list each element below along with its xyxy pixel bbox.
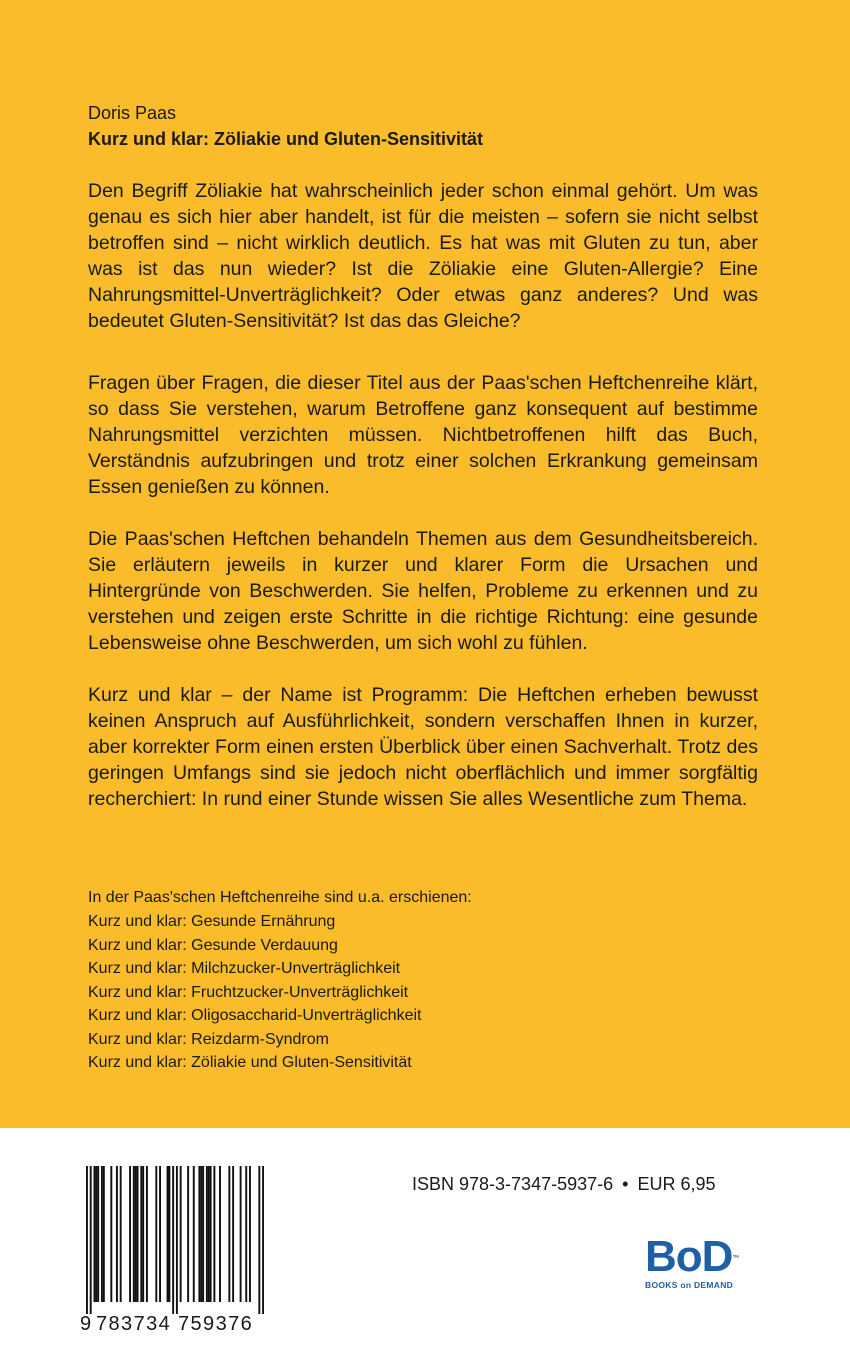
- barcode-bar: [159, 1166, 161, 1302]
- series-list: [88, 910, 421, 1075]
- bod-logo-mark: [645, 1232, 750, 1281]
- barcode-bar: [168, 1166, 170, 1302]
- barcode-bar: [120, 1166, 122, 1302]
- barcode-bar: [262, 1166, 264, 1314]
- barcode-bar: [155, 1166, 157, 1302]
- barcode-bar: [93, 1166, 95, 1302]
- author-name: Doris Paas: [88, 103, 177, 123]
- book-title: Kurz und klar: Zöliakie und Gluten-Sensitivität: [88, 129, 484, 149]
- barcode-bar: [232, 1166, 234, 1302]
- barcode-bar: [228, 1166, 230, 1302]
- barcode-bar: [180, 1166, 182, 1302]
- barcode-bar: [187, 1166, 189, 1302]
- barcode-bar: [142, 1166, 144, 1302]
- barcode-bar: [86, 1166, 88, 1314]
- isbn-barcode: [80, 1166, 270, 1336]
- blurb-paragraph-1: Den Begriff Zöliakie hat wahrscheinlich jeder schon einmal gehört. Um was genau es sich hier aber handelt, ist für die meisten – sofern sie nicht selbst betroffen sind – nicht wirklich deutlich. Es hat was mit Gluten zu tun, aber was ist das nun wieder? Ist die Zöliakie eine Gluten-Allergie? Eine Nahrungsmittel-Unverträglichkeit? Oder etwas ganz anderes? Und was bedeutet Gluten-Sensitivität? Ist das das Gleiche?: [88, 180, 758, 332]
- series-heading: In der Paas'schen Heftchenreihe sind u.a. erschienen:: [88, 889, 472, 906]
- barcode-bar: [90, 1166, 92, 1314]
- barcode-first-digit: 9: [80, 1313, 92, 1335]
- barcode-bar: [103, 1166, 105, 1302]
- barcode-bar: [133, 1166, 135, 1302]
- barcode-bar: [249, 1166, 251, 1302]
- blurb-paragraph-4: Kurz und klar – der Name ist Programm: Die Heftchen erheben bewusst keinen Anspruch auf Ausführlichkeit, sondern verschaffen Ihnen in kurzer, aber korrekter Form einen ersten Überblick über einen Sachverhalt. Trotz des geringen Umfangs sind sie jedoch nicht oberflächlich und immer sorgfältig recherchiert: In rund einer Stunde wissen Sie alles Wesentliche zum Thema.: [88, 684, 758, 810]
- barcode-bar: [97, 1166, 99, 1302]
- bod-logo-text: BoD: [645, 1232, 733, 1281]
- blurb-paragraph-2: Fragen über Fragen, die dieser Titel aus der Paas'schen Heftchenreihe klärt, so dass Sie verstehen, warum Betroffene ganz konsequent auf bestimme Nahrungsmittel verzichten müssen. Nichtbetroffenen hilft das Buch, Verständnis aufzubringen und trotz einer solchen Erkrankung gemeinsam Essen genießen zu können.: [88, 372, 758, 498]
- barcode-bar: [135, 1166, 137, 1302]
- barcode-bar: [167, 1166, 169, 1302]
- series-title: Kurz und klar: Fruchtzucker-Unverträglichkeit: [88, 983, 409, 1001]
- series-title: Kurz und klar: Gesunde Verdauung: [88, 936, 338, 954]
- barcode-bar: [200, 1166, 202, 1302]
- barcode-left-digits: 783734: [96, 1313, 172, 1335]
- barcode-bar: [258, 1166, 260, 1314]
- series-title: Kurz und klar: Zöliakie und Gluten-Sensitivität: [88, 1054, 412, 1071]
- series-title: Kurz und klar: Milchzucker-Unverträglichkeit: [88, 960, 401, 977]
- series-title: Kurz und klar: Reizdarm-Syndrom: [88, 1030, 329, 1048]
- barcode-bar: [137, 1166, 139, 1302]
- separator-bullet: •: [622, 1174, 629, 1194]
- barcode-bar: [176, 1166, 178, 1314]
- barcode-bar: [208, 1166, 210, 1302]
- series-title: Kurz und klar: Oligosaccharid-Unverträglichkeit: [88, 1007, 422, 1024]
- barcode-right-digits: 759376: [178, 1313, 254, 1335]
- barcode-bar: [193, 1166, 195, 1302]
- series-title: Kurz und klar: Gesunde Ernährung: [88, 913, 336, 930]
- barcode-bar: [110, 1166, 112, 1302]
- barcode-bars: [86, 1166, 264, 1314]
- isbn-price-line: [412, 1172, 716, 1196]
- barcode-bar: [140, 1166, 142, 1302]
- barcode-bar: [219, 1166, 221, 1302]
- isbn-number: ISBN 978-3-7347-5937-6: [412, 1174, 614, 1194]
- barcode-bar: [245, 1166, 247, 1302]
- barcode-bar: [240, 1166, 242, 1302]
- publisher-logo: [645, 1232, 750, 1295]
- barcode-bar: [129, 1166, 131, 1302]
- barcode-bar: [210, 1166, 212, 1302]
- barcode-bar: [213, 1166, 215, 1302]
- barcode-bar: [146, 1166, 148, 1302]
- blurb-paragraph-3: Die Paas'schen Heftchen behandeln Themen aus dem Gesundheitsbereich. Sie erläutern jeweils in kurzer und klarer Form die Ursachen und Hintergründe von Beschwerden. Sie helfen, Probleme zu erkennen und zu verstehen und zeigen erste Schritte in die richtige Richtung: eine gesunde Lebensweise ohne Beschwerden, um sich wohl zu fühlen.: [88, 528, 758, 654]
- barcode-bar: [206, 1166, 208, 1302]
- barcode-bar: [95, 1166, 97, 1302]
- barcode-bar: [198, 1166, 200, 1302]
- barcode-bar: [202, 1166, 204, 1302]
- bod-tagline: BOOKS on DEMAND: [645, 1280, 734, 1290]
- barcode-bar: [101, 1166, 103, 1302]
- price: EUR 6,95: [637, 1174, 716, 1194]
- trademark-symbol: ™: [732, 1255, 739, 1262]
- barcode-bar: [116, 1166, 118, 1302]
- barcode-bar: [172, 1166, 174, 1314]
